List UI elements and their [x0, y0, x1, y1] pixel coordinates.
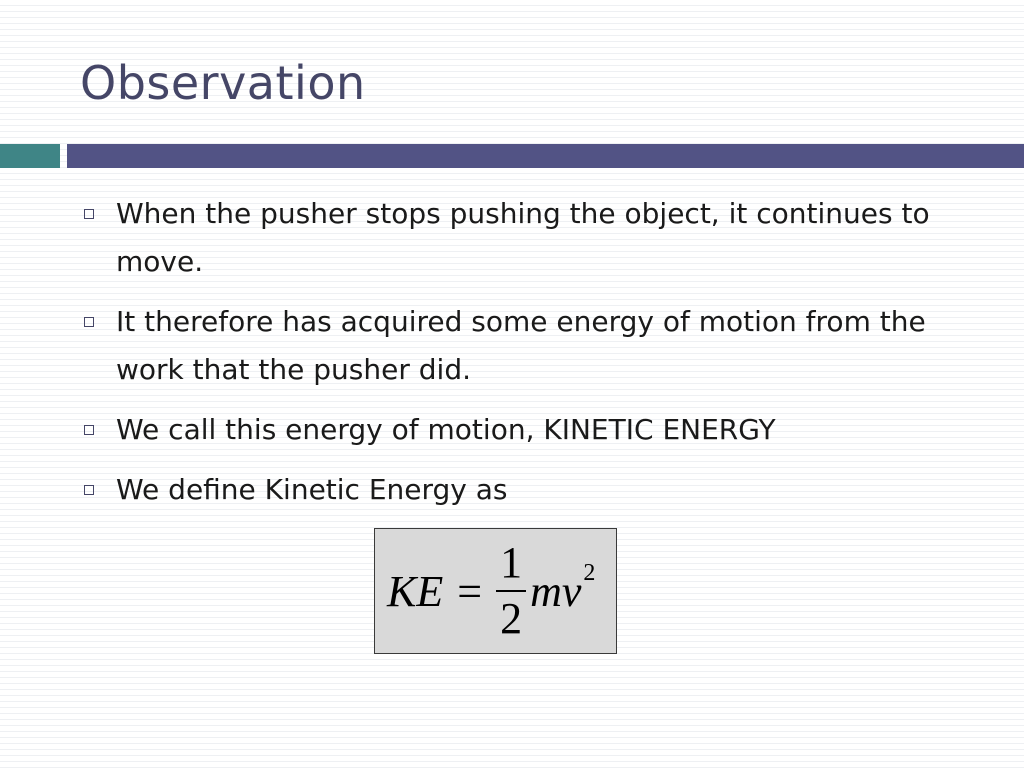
bullet-item [80, 298, 960, 394]
formula-lhs: KE [387, 566, 444, 616]
formula-equals: = [457, 566, 483, 616]
formula-exponent: 2 [583, 559, 596, 586]
formula-expression [387, 529, 595, 653]
bullet-item [80, 190, 960, 286]
title-rule-accent [0, 144, 60, 168]
bullet-item [80, 466, 960, 514]
bullet-text: We define Kinetic Energy as [116, 473, 508, 506]
fraction-denominator: 2 [500, 594, 523, 643]
formula-fraction [496, 539, 526, 643]
fraction-bar [496, 590, 526, 592]
bullet-item [80, 406, 960, 454]
square-bullet-icon [84, 317, 94, 327]
formula-variables: mv [530, 566, 582, 616]
slide-title: Observation [80, 56, 366, 110]
kinetic-energy-formula [374, 528, 617, 654]
square-bullet-icon [84, 425, 94, 435]
bullet-text: When the pusher stops pushing the object, it continues to move. [116, 197, 930, 278]
fraction-numerator: 1 [500, 538, 523, 587]
title-rule-bar [67, 144, 1024, 168]
bullet-text: We call this energy of motion, KINETIC ENERGY [116, 413, 776, 446]
square-bullet-icon [84, 209, 94, 219]
square-bullet-icon [84, 485, 94, 495]
bullet-list [80, 190, 960, 526]
bullet-text: It therefore has acquired some energy of motion from the work that the pusher did. [116, 305, 926, 386]
